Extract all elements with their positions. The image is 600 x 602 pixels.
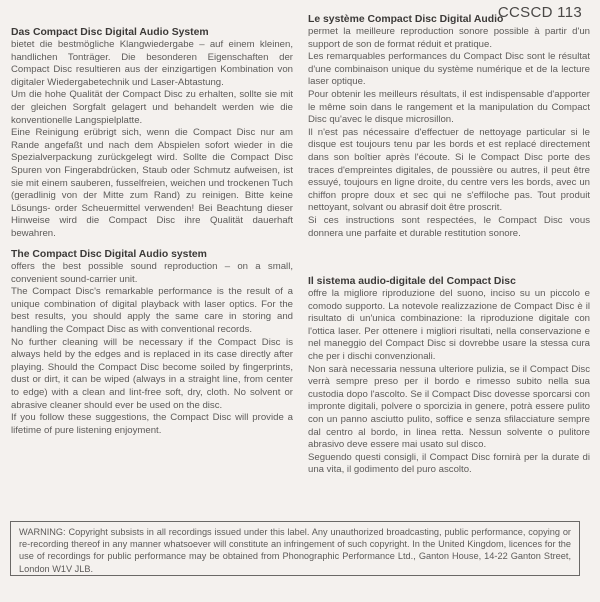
section-heading: Le système Compact Disc Digital Audio xyxy=(308,14,504,25)
section-italian xyxy=(308,275,590,477)
paragraph: If you follow these suggestions, the Compact Disc will provide a lifetime of pure listening enjoyment. xyxy=(11,412,293,436)
paragraph: The Compact Disc's remarkable performance is the result of a unique combination of digital playback with laser optics. For the best results, you should apply the same care in storing and handling the Compact Disc as with conventional records. xyxy=(11,286,293,335)
paragraph: Les remarquables performances du Compact Disc sont le résultat d'une combinaison unique du système numérique et de la lecture laser optique. xyxy=(308,51,590,88)
section-german xyxy=(11,26,293,241)
section-english xyxy=(11,248,293,437)
copyright-warning-text: WARNING: Copyright subsists in all recordings issued under this label. Any unauthorized broadcasting, public performance, copying or re-recording thereof in any manner whatsoever will constitute an infringement of such copyright. In the United Kingdom, licences for the use of recordings for public performance may be obtained from Phonographic Performance Ltd., Ganton House, 14-22 Ganton Street, London W1V JLB. xyxy=(19,527,571,574)
paragraph: No further cleaning will be necessary if the Compact Disc is always held by the edges and is replaced in its case directly after playing. Should the Compact Disc become soiled by fingerprints, dust or dirt, it can be wiped (always in a straight line, from center to edge) with a clean and lint-free soft, dry, cloth. No solvent or abrasive cleaner should ever be used on the disc. xyxy=(11,336,293,411)
paragraph: offre la migliore riproduzione del suono, inciso su un piccolo e comodo supporto. La notevole realizzazione de Compact Disc è il risultato di un'unica combinazione: la riproduzione digitale con l'ottica laser. Per ottenere i migliori risultati, nella conservazione e nel maneggio del Compact Disc si dovrebbe usare la stessa cura che per i dischi convenzionali. xyxy=(308,288,590,362)
paragraph: Il n'est pas nécessaire d'effectuer de nettoyage particular si le disque est toujours tenu par les bords et est replacé directement dans son boîtier après l'écoute. Si le Compact Disc porte des traces d'empreintes digitales, de poussière ou autres, il peut être essuyé, toujours en ligne droite, du centre vers les bords, avec un chiffon propre doux et sec qui ne s'effiloche pas. Tout produit nettoyant, solvant ou abrasif doit être proscrit. xyxy=(308,126,590,214)
paragraph: permet la meilleure reproduction sonore possible à partir d'un support de son de format réduit et pratique. xyxy=(308,26,590,50)
paragraph: Eine Reinigung erübrigt sich, wenn die Compact Disc nur am Rande angefaßt und nach dem Abspielen sofort wieder in die Spezialverpackung zurückgelegt wird. Sollte die Compact Disc Spuren von Fingerabdrücken, Staub oder Schmutz aufweisen, ist sie mit einem sauberen, fusselfreien, weichen und trockenen Tuch (geradlinig von der Mitte zum Rand) zu reinigen. Bitte keine Lösungs- order Scheuermittel verwenden! Bei Beachtung dieser Hinweise wird die Compact Disc ihre Qualität dauerhaft bewahren. xyxy=(11,127,293,239)
copyright-warning-box xyxy=(10,521,580,576)
section-heading: Il sistema audio-digitale del Compact Disc xyxy=(308,276,516,287)
paragraph: offers the best possible sound reproduction – on a small, convenient sound-carrier unit. xyxy=(11,261,293,285)
section-french xyxy=(308,13,590,240)
section-heading: Das Compact Disc Digital Audio System xyxy=(11,27,209,38)
paragraph: bietet die bestmögliche Klangwiedergabe – auf einem kleinen, handlichen Tonträger. Die besonderen Eigenschaften der Compact Disc resultieren aus der einzigartigen Kombination von digitaler Wiedergabetechnik und Laser-Abtastung. xyxy=(11,39,293,88)
catalog-number: CCSCD 113 xyxy=(497,4,582,21)
paragraph: Si ces instructions sont respectées, le Compact Disc vous donnera une parfaite et durable restitution sonore. xyxy=(308,214,590,239)
paragraph: Um die hohe Qualität der Compact Disc zu erhalten, sollte sie mit der gleichen Sorgfalt gelagert und behandelt werden wie die konventionelle Langspielplatte. xyxy=(11,89,293,126)
paragraph: Seguendo questi consigli, il Compact Disc fornirà per la durate di una vita, il godimento del puro ascolto. xyxy=(308,451,590,476)
paragraph: Non sarà necessaria nessuna ulteriore pulizia, se il Compact Disc verrà sempre preso per il bordo e rimesso subito nella sua custodia dopo l'ascolto. Se il Compact Disc dovesse sporcarsi con impronte digitali, polvere o sporcizia in genere, potrà essere pulito con un panno asciutto pulito, soffice e senza sfilacciature sempre dal centro al bordo, in linea retta. Nessun solvente o pulitore abrasivo deve essere mai usato sul disco. xyxy=(308,363,590,451)
paragraph: Pour obtenir les meilleurs résultats, il est indispensable d'apporter le même soin dans le rangement et la manipulation du Compact Disc qu'avec le disque microsillon. xyxy=(308,88,590,126)
section-heading: The Compact Disc Digital Audio system xyxy=(11,249,207,260)
